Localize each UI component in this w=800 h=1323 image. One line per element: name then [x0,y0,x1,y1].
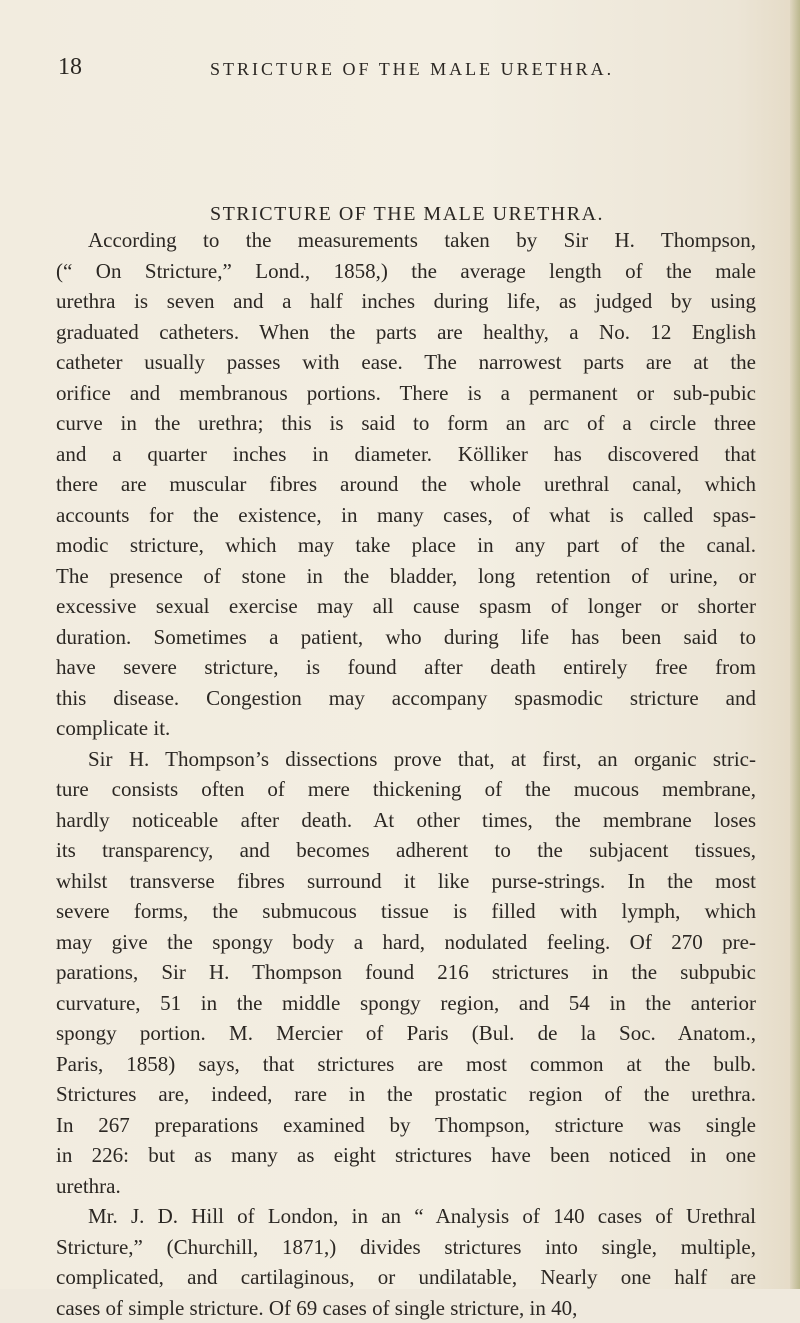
section-title: STRICTURE OF THE MALE URETHRA. [0,200,800,228]
text-line: accounts for the existence, in many cases, of what is called spas- [56,500,756,531]
page-header [0,52,800,82]
paragraph [56,744,756,1202]
text-line: In 267 preparations examined by Thompson, stricture was single [56,1110,756,1141]
text-line: curvature, 51 in the middle spongy region, and 54 in the anterior [56,988,756,1019]
text-line: in 226: but as many as eight strictures have been noticed in one [56,1140,756,1171]
text-line: complicate it. [56,713,756,744]
text-line: may give the spongy body a hard, nodulated feeling. Of 270 pre- [56,927,756,958]
text-line: excessive sexual exercise may all cause spasm of longer or shorter [56,591,756,622]
text-line: ture consists often of mere thickening of the mucous membrane, [56,774,756,805]
text-line: cases of simple stricture. Of 69 cases of single stricture, in 40, [56,1293,756,1323]
text-line: spongy portion. M. Mercier of Paris (Bul. de la Soc. Anatom., [56,1018,756,1049]
text-line: graduated catheters. When the parts are healthy, a No. 12 English [56,317,756,348]
body-text [56,225,756,1323]
paragraph [56,225,756,744]
text-line: Paris, 1858) says, that strictures are most common at the bulb. [56,1049,756,1080]
text-line: orifice and membranous portions. There is a permanent or sub-pubic [56,378,756,409]
text-line: catheter usually passes with ease. The narrowest parts are at the [56,347,756,378]
text-line: (“ On Stricture,” Lond., 1858,) the average length of the male [56,256,756,287]
text-line: The presence of stone in the bladder, long retention of urine, or [56,561,756,592]
page-number: 18 [58,52,82,82]
text-line: curve in the urethra; this is said to form an arc of a circle three [56,408,756,439]
text-line: parations, Sir H. Thompson found 216 strictures in the subpubic [56,957,756,988]
text-line: its transparency, and becomes adherent to the subjacent tissues, [56,835,756,866]
text-line: According to the measurements taken by Sir H. Thompson, [56,225,756,256]
text-line: complicated, and cartilaginous, or undilatable, Nearly one half are [56,1262,756,1293]
text-line: Strictures are, indeed, rare in the prostatic region of the urethra. [56,1079,756,1110]
text-line: whilst transverse fibres surround it like purse-strings. In the most [56,866,756,897]
text-line: Sir H. Thompson’s dissections prove that, at first, an organic stric- [56,744,756,775]
text-line: have severe stricture, is found after death entirely free from [56,652,756,683]
text-line: urethra is seven and a half inches during life, as judged by using [56,286,756,317]
text-line: Stricture,” (Churchill, 1871,) divides strictures into single, multiple, [56,1232,756,1263]
text-line: urethra. [56,1171,756,1202]
text-line: this disease. Congestion may accompany spasmodic stricture and [56,683,756,714]
text-line: duration. Sometimes a patient, who during life has been said to [56,622,756,653]
page-edge-shadow [790,0,800,1289]
text-line: there are muscular fibres around the whole urethral canal, which [56,469,756,500]
paragraph [56,1201,756,1323]
text-line: hardly noticeable after death. At other times, the membrane loses [56,805,756,836]
text-line: severe forms, the submucous tissue is filled with lymph, which [56,896,756,927]
text-line: and a quarter inches in diameter. Kölliker has discovered that [56,439,756,470]
text-line: Mr. J. D. Hill of London, in an “ Analysis of 140 cases of Urethral [56,1201,756,1232]
running-head: STRICTURE OF THE MALE URETHRA. [210,57,614,81]
text-line: modic stricture, which may take place in any part of the canal. [56,530,756,561]
